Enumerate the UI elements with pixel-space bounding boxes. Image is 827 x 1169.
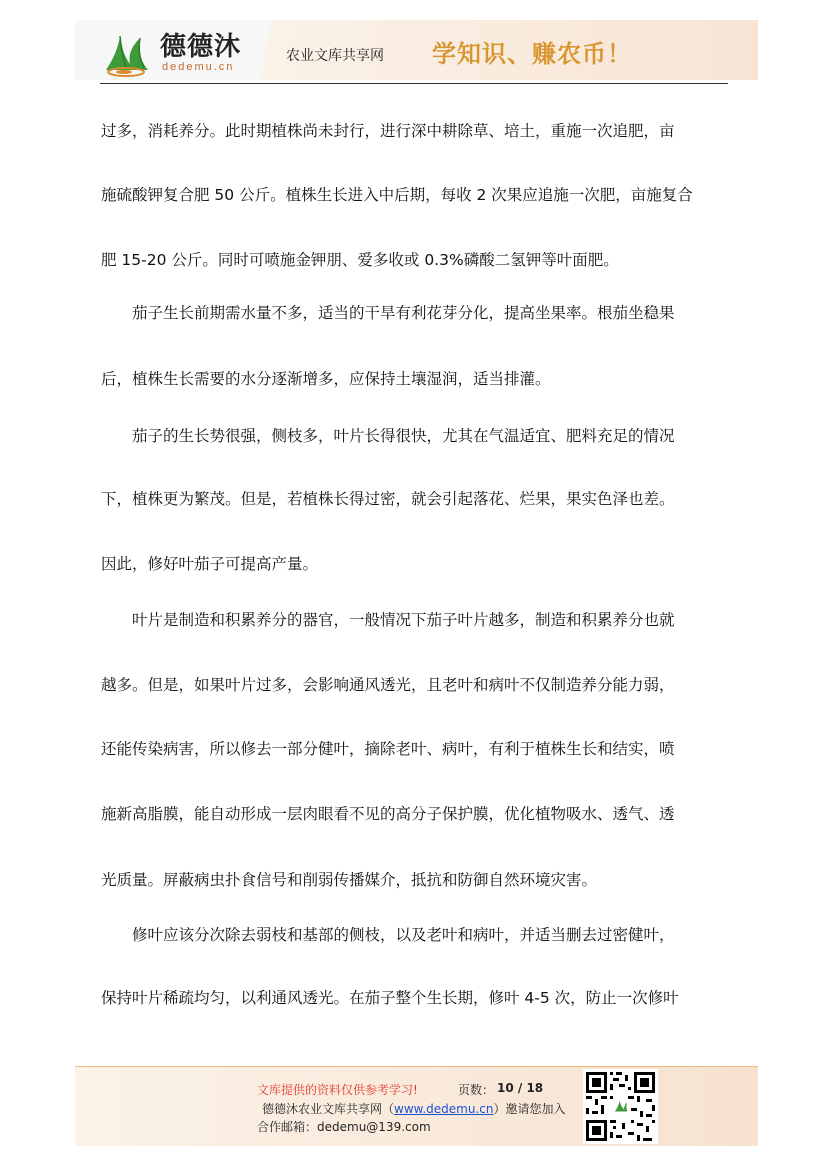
invite-suffix: ）邀请您加入 <box>493 1102 566 1116</box>
text-line: 施硫酸钾复合肥 50 公斤。植株生长进入中后期，每收 2 次果应追施一次肥，亩施复合 <box>101 186 693 204</box>
text-line: 施新高脂膜，能自动形成一层肉眼看不见的高分子保护膜，优化植物吸水、透气、透 <box>101 805 675 823</box>
site-link[interactable]: www.dedemu.cn <box>394 1102 494 1116</box>
text-line: 后，植株生长需要的水分逐渐增多，应保持土壤湿润，适当排灌。 <box>101 370 551 388</box>
text-line: 越多。但是，如果叶片过多，会影响通风透光，且老叶和病叶不仅制造养分能力弱， <box>101 676 675 694</box>
paragraph-first-line: 修叶应该分次除去弱枝和基部的侧枝，以及老叶和病叶，并适当删去过密健叶， <box>101 926 675 944</box>
header-slogan: 学知识、赚农币！ <box>432 39 632 68</box>
footer-disclaimer: 文库提供的资料仅供参考学习! <box>257 1083 418 1097</box>
dedemu-logo-icon <box>100 30 160 78</box>
text-line: 因此，修好叶茄子可提高产量。 <box>101 555 319 573</box>
footer-divider <box>75 1066 758 1067</box>
page-header <box>0 0 827 90</box>
footer-invite <box>262 1100 566 1117</box>
page-count-value: 10 / 18 <box>497 1081 544 1095</box>
logo-domain: dedemu.cn <box>162 61 235 73</box>
footer-email: 合作邮箱：dedemu@139.com <box>257 1120 431 1134</box>
text-line: 肥 15-20 公斤。同时可喷施金钾朋、爱多收或 0.3%磷酸二氢钾等叶面肥。 <box>101 251 619 269</box>
text-line: 下，植株更为繁茂。但是，若植株长得过密，就会引起落花、烂果，果实色泽也差。 <box>101 490 675 508</box>
paragraph-first-line: 茄子的生长势很强，侧枝多，叶片长得很快，尤其在气温适宜、肥料充足的情况 <box>101 427 675 445</box>
text-line: 还能传染病害，所以修去一部分健叶，摘除老叶、病叶，有利于植株生长和结实，喷 <box>101 740 675 758</box>
paragraph-first-line: 茄子生长前期需水量不多，适当的干旱有利花芽分化，提高坐果率。根茄坐稳果 <box>101 304 675 322</box>
text-line: 过多，消耗养分。此时期植株尚未封行，进行深中耕除草、培土，重施一次追肥，亩 <box>101 122 675 140</box>
paragraph-first-line: 叶片是制造和积累养分的器官，一般情况下茄子叶片越多，制造和积累养分也就 <box>101 611 675 629</box>
logo-wordmark: 德德沐 <box>160 32 242 62</box>
site-name: 农业文库共享网 <box>286 48 384 64</box>
text-line: 光质量。屏蔽病虫扑食信号和削弱传播媒介，抵抗和防御自然环境灾害。 <box>101 871 598 889</box>
qr-code-icon <box>583 1069 658 1144</box>
invite-prefix: 德德沐农业文库共享网（ <box>262 1102 395 1116</box>
text-line: 保持叶片稀疏均匀，以利通风透光。在茄子整个生长期，修叶 4-5 次，防止一次修叶 <box>101 989 679 1007</box>
page-count-label: 页数： <box>458 1083 495 1097</box>
header-divider <box>100 83 728 84</box>
